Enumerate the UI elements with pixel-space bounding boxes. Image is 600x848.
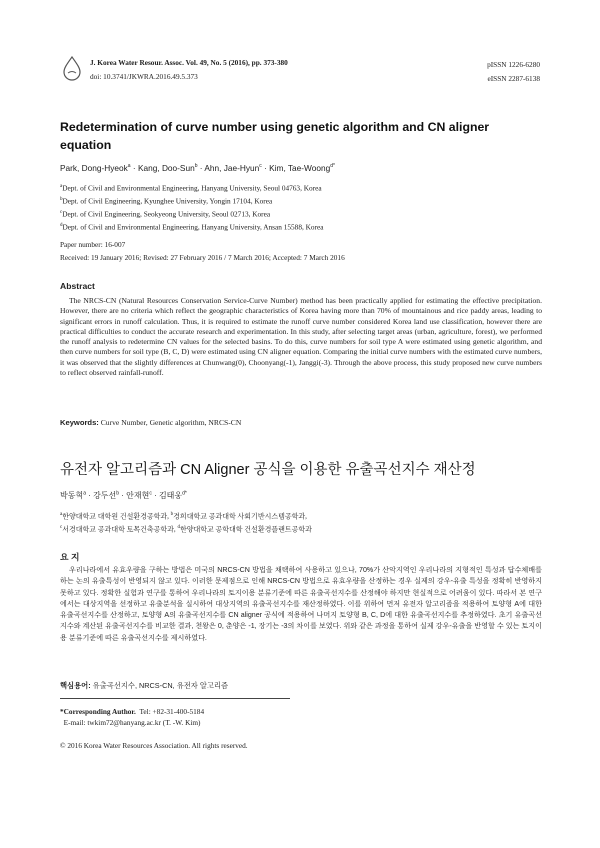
journal-logo: [60, 55, 84, 81]
author-sup: c: [259, 163, 262, 170]
paper-title-line: Redetermination of curve number using genetic algorithm and CN aligner: [60, 120, 490, 134]
affiliation: $^b$Dept. of Civil Engineering, Kyunghee University, Yongin 17104, Korea: [60, 196, 273, 206]
paper-number: Paper number: 16-007: [60, 240, 126, 249]
korean-author-name: 강두선: [93, 491, 117, 500]
affiliation: $^d$Dept. of Civil and Environmental Engineering, Hanyang University, Ansan 15588, Korea: [60, 222, 324, 232]
korean-author-name: 박동혁: [60, 491, 84, 500]
journal-citation: J. Korea Water Resour. Assoc. Vol. 49, No. 5 (2016), pp. 373-380: [90, 58, 288, 67]
korean-affiliation-line: $^a$한양대학교 대학원 건설환경공학과, $^b$경희대학교 공과대학 사회기반시스템공학과,: [60, 512, 307, 521]
copyright-notice: © 2016 Korea Water Resources Association. All rights reserved.: [60, 741, 248, 750]
affiliation: $^c$Dept. of Civil Engineering, Seokyeong University, Seoul 02713, Korea: [60, 209, 271, 219]
korean-author-name: 김태웅: [158, 491, 183, 500]
author-sup: d*: [330, 163, 335, 170]
author-name: Ahn, Jae-Hyun: [204, 163, 260, 173]
keywords-text: Curve Number, Genetic algorithm, NRCS-CN: [100, 418, 242, 427]
korean-abstract-heading: 요 지: [60, 552, 80, 562]
author-separator: ·: [261, 163, 270, 173]
affiliation-list: [60, 181, 323, 233]
footnote-divider: [60, 698, 290, 699]
korean-author-name: 안재현: [126, 491, 150, 500]
keywords-label: Keywords:: [60, 418, 99, 427]
author-separator: ·: [130, 163, 138, 173]
pissn: pISSN 1226-6280: [487, 60, 540, 69]
corresponding-author: [60, 706, 204, 728]
affiliation: $^a$Dept. of Civil and Environmental Engineering, Hanyang University, Seoul 04763, Korea: [60, 183, 322, 193]
korean-abstract-body: 우리나라에서 유효우량을 구하는 방법은 미국의 NRCS-CN 방법을 채택하여 사용하고 있으나, 70%가 산악지역인 우리나라의 지형적인 특성과 답수체배를 하는 논의 유출특성이 반영되지 않고 있다. 이러한 문제점으로 인해 NRCS-CN 방법으로 유효우량을 산정하는 경우 실제의 강우-유출 특성을 정확히 반영하지 못하고 있다. 정확한 실험과 연구를 통하여 우리나라의 토지이용 분류기준에 따른 유출곡선지수를 산정해야 하지만 현실적으로 어려움이 있다. 따라서 본 연구에서는 대상지역을 선정하고 유출분석을 실시하여 대상지역의 유출곡선지수를 재산정하였다. 이를 위하여 먼저 유전자 알고리즘을 적용하여 토양형 A에 대한 유출곡선지수를 산정하고, 토양형 A의 유출곡선지수를 CN aligner 공식에 적용하여 나머지 토양형 B, C, D에 대한 유출곡선지수를 추정하였다. 초기 유출곡선지수와 계산된 유출곡선지수를 비교한 결과, 천왕은 0, 춘양은 -1, 장기는 -3의 차이를 보였다. 위와 같은 과정을 통하여 실제 강우-유출을 반영할 수 있는 토지이용 분류기준에 따른 유출곡선지수를 제시하였다.: [60, 566, 542, 642]
author-name: Park, Dong-Hyeok: [60, 163, 128, 173]
paper-dates: Received: 19 January 2016; Revised: 27 February 2016 / 7 March 2016; Accepted: 7 March 2016: [60, 253, 345, 262]
issn-block: [487, 58, 540, 86]
abstract-heading: Abstract: [60, 281, 95, 291]
korean-author-list: 박동혁$^a$ · 강두선$^b$ · 안재현$^c$ · 김태웅$^{d*}$: [60, 490, 187, 500]
korean-affiliation-line: $^c$서경대학교 공과대학 토목건축공학과, $^d$한양대학교 공학대학 건설환경플랜트공학과: [60, 525, 312, 534]
author-sup: b: [194, 163, 198, 170]
korean-keywords-label: 핵심용어:: [60, 681, 91, 690]
corresponding-email[interactable]: E-mail: twkim72@hanyang.ac.kr (T. -W. Kim): [63, 718, 201, 727]
corresponding-tel: Tel: +82-31-400-5184: [139, 707, 205, 716]
eissn: eISSN 2287-6138: [487, 74, 540, 83]
author-sup: a: [127, 163, 131, 170]
author-list: [60, 163, 335, 173]
korean-keywords-text: 유출곡선지수, NRCS-CN, 유전자 알고리즘: [92, 681, 229, 690]
author-name: Kim, Tae-Woong: [269, 163, 331, 173]
korean-affiliation-list: [60, 509, 312, 536]
paper-title-line: equation: [60, 138, 112, 152]
author-name: Kang, Doo-Sun: [137, 163, 195, 173]
corresponding-label: *Corresponding Author.: [60, 707, 136, 716]
abstract-body: The NRCS-CN (Natural Resources Conservation Service-Curve Number) method has been practically applied for estimating the effective precipitation. However, there are no criteria which reflect the geographic characteristics of Korea having more than 70% of mountainous and rice paddy areas, leading to significant errors in runoff calculation. Thus, it is required to estimate the runoff curve number considered Korea land use classification, however there are practical difficulties to conduct the accurate research and experimentation. In this study, after selecting target areas (urban, agriculture, forest), we performed the runoff analysis to redetermine CN values for the selected basins. To do this, curve numbers for soil type A were estimated using genetic algorithm, and then curve numbers for soil type (B, C, D) were estimated using CN aligner equation. Comparing the initial curve numbers with the estimated curve numbers, it was observed that the slightly differences at Chunwang(0), Choonyang(-1), Janggi(-3). Through the above process, this study proposed new curve numbers to reflect observed rainfall-runoff.: [60, 296, 542, 378]
paper-info: [60, 238, 345, 264]
author-separator: ·: [197, 163, 205, 173]
paper-title: [60, 118, 530, 154]
korean-keywords: [60, 681, 228, 691]
keywords: [60, 418, 241, 427]
korean-title: 유전자 알고리즘과 CN Aligner 공식을 이용한 유출곡선지수 재산정: [60, 462, 476, 478]
doi-link[interactable]: doi: 10.3741/JKWRA.2016.49.5.373: [90, 72, 198, 81]
